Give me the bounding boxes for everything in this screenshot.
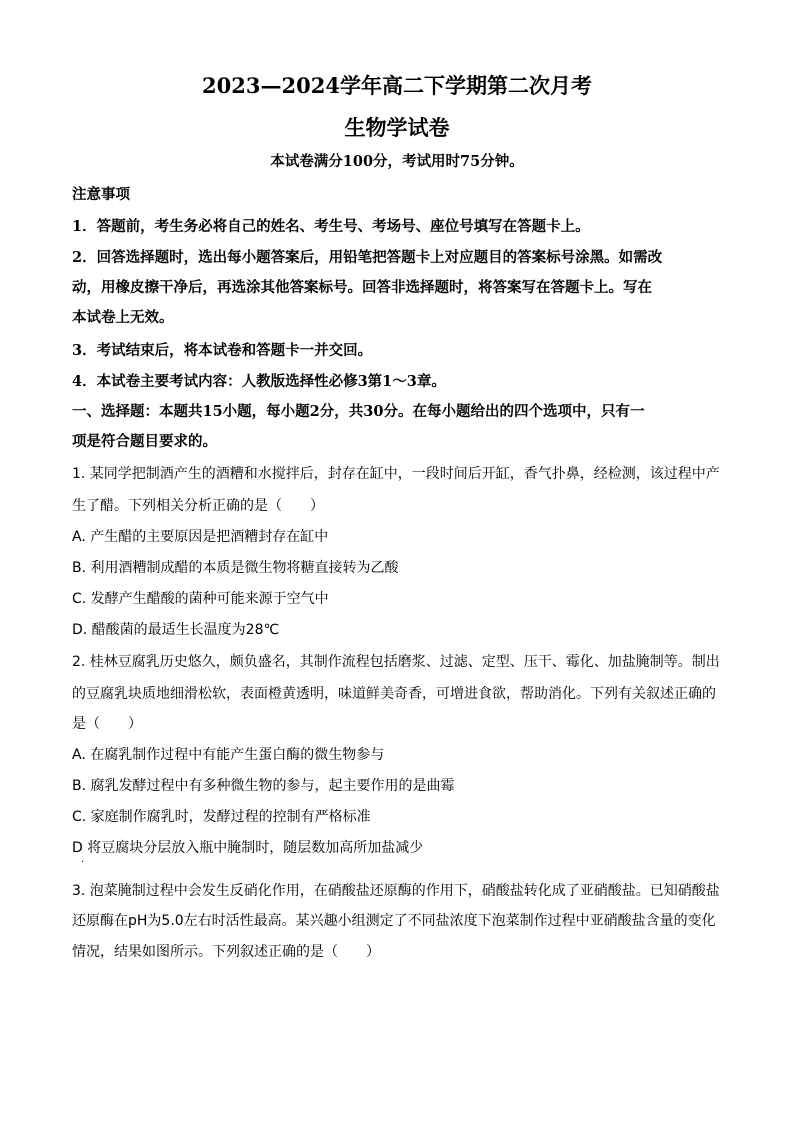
- notice-line: 3．考试结束后，将本试卷和答题卡一并交回。: [72, 342, 373, 359]
- question-1-option-c: C. 发酵产生醋酸的菌种可能来源于空气中: [72, 591, 329, 607]
- notice-line: 4．本试卷主要考试内容：人教版选择性必修3第1～3章。: [72, 373, 446, 390]
- question-2-option-d: D 将豆腐块分层放入瓶中腌制时，随层数加高所加盐减少: [72, 840, 424, 856]
- question-1-option-d: D. 醋酸菌的最适生长温度为28℃: [72, 622, 280, 638]
- question-1-stem-cont: 生了醋。下列相关分析正确的是（ ）: [72, 498, 324, 514]
- question-2-stem: 2. 桂林豆腐乳历史悠久，颇负盛名，其制作流程包括磨浆、过滤、定型、压干、霉化、加盐腌制等。制出: [72, 654, 720, 670]
- question-3-stem-end: 情况，结果如图所示。下列叙述正确的是（ ）: [72, 944, 380, 960]
- exam-info: 本试卷满分100分，考试用时75分钟。: [270, 153, 524, 170]
- question-2-option-a: A. 在腐乳制作过程中有能产生蛋白酶的微生物参与: [72, 747, 385, 763]
- question-2-stem-cont: 的豆腐乳块质地细滑松软，表面橙黄透明，味道鲜美奇香，可增进食欲，帮助消化。下列有关叙述正确的: [72, 686, 716, 702]
- question-2-stem-end: 是（ ）: [72, 716, 142, 732]
- question-1-option-a: A. 产生醋的主要原因是把酒糟封存在缸中: [72, 529, 329, 545]
- stray-mark: ·: [81, 857, 85, 868]
- notice-line: 2．回答选择题时，选出每小题答案后，用铅笔把答题卡上对应题目的答案标号涂黑。如需改: [72, 249, 663, 266]
- subject-title: 生物学试卷: [344, 115, 450, 140]
- question-2-option-c: C. 家庭制作腐乳时，发酵过程的控制有严格标准: [72, 809, 371, 825]
- question-3-stem: 3. 泡菜腌制过程中会发生反硝化作用，在硝酸盐还原酶的作用下，硝酸盐转化成了亚硝酸盐。已知硝酸盐: [72, 883, 720, 899]
- section-heading-cont: 项是符合题目要求的。: [72, 433, 217, 450]
- section-heading: 一、选择题：本题共15小题，每小题2分，共30分。在每小题给出的四个选项中，只有一: [72, 403, 645, 420]
- question-1-stem: 1. 某同学把制酒产生的酒糟和水搅拌后，封存在缸中，一段时间后开缸，香气扑鼻，经检测，该过程中产: [72, 466, 720, 482]
- notice-line: 本试卷上无效。: [72, 309, 174, 326]
- notice-line: 1．答题前，考生务必将自己的姓名、考生号、考场号、座位号填写在答题卡上。: [72, 218, 590, 235]
- question-2-option-b: B. 腐乳发酵过程中有多种微生物的参与，起主要作用的是曲霉: [72, 778, 455, 794]
- question-3-stem-cont: 还原酶在pH为5.0左右时活性最高。某兴趣小组测定了不同盐浓度下泡菜制作过程中亚硝酸盐含量的变化: [72, 913, 716, 929]
- exam-title: 2023—2024学年高二下学期第二次月考: [202, 73, 592, 98]
- question-1-option-b: B. 利用酒糟制成醋的本质是微生物将糖直接转为乙酸: [72, 560, 399, 576]
- notice-heading: 注意事项: [72, 186, 130, 203]
- notice-line: 动，用橡皮擦干净后，再选涂其他答案标号。回答非选择题时，将答案写在答题卡上。写在: [72, 279, 652, 296]
